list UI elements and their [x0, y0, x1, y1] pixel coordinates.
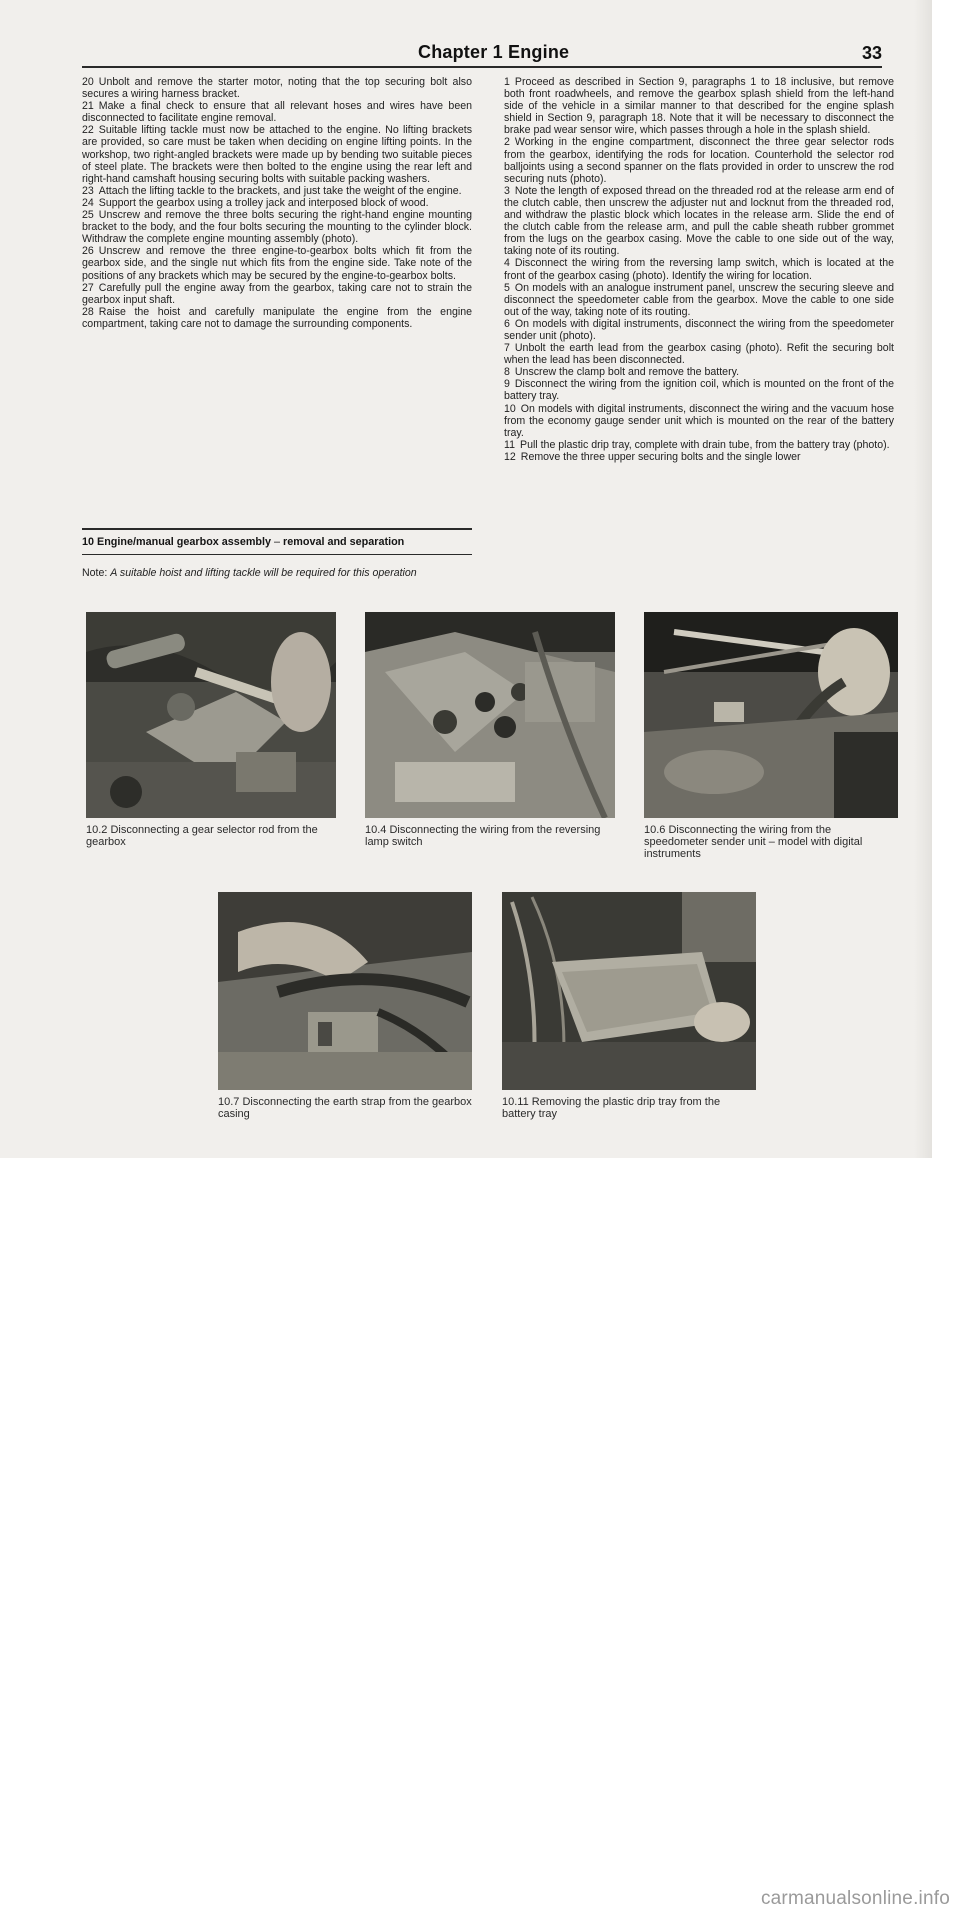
- paragraph-25: 25 Unscrew and remove the three bolts securing the right-hand engine mounting bracket to the body, and the four bolts securing the mounting to the cylinder block. Withdraw the complete engine mounting assembly (photo).: [82, 209, 472, 246]
- paragraph-3: 3 Note the length of exposed thread on the threaded rod at the release arm end of the clutch cable, then unscrew the adjuster nut and locknut from the threaded rod, and withdraw the plastic block which locates in the release arm. Slide the end of the clutch cable from the release arm, and pull the cable sheath rubber grommet from the lugs on the gearbox casing. Move the cable to one side out of the way, taking note of its routing.: [504, 184, 894, 258]
- paragraph-28: 28 Raise the hoist and carefully manipulate the engine from the engine compartment, taking care not to damage the surrounding components.: [82, 305, 472, 330]
- page-header: [82, 36, 882, 66]
- paragraph-9: 9 Disconnect the wiring from the ignition coil, which is mounted on the front of the battery tray.: [504, 378, 894, 403]
- photo-10-7: [218, 892, 472, 1090]
- page-number: 33: [861, 43, 882, 63]
- caption-10-4: 10.4 Disconnecting the wiring from the reversing lamp switch: [365, 824, 601, 848]
- paragraph-26: 26 Unscrew and remove the three engine-to-gearbox bolts which fit from the gearbox side, and the single nut which fits from the engine side. Take note of the positions of any brackets which may be secured by the engine-to-gearbox bolts.: [82, 245, 472, 282]
- paragraph-24: 24 Support the gearbox using a trolley jack and interposed block of wood.: [82, 196, 429, 209]
- paragraph-22: 22 Suitable lifting tackle must now be attached to the engine. No lifting brackets are provided, so care must be taken when deciding on engine lifting points. In the workshop, two right-angled brackets were made up by bending two suitable pieces of steel plate. The brackets were then bolted to the engine using the rear left and right-hand camshaft housing securing bolts with suitable packing washers.: [82, 124, 472, 185]
- paragraph-10: 10 On models with digital instruments, disconnect the wiring and the vacuum hose from the economy gauge sender unit which is mounted on the rear of the battery tray.: [504, 402, 894, 439]
- paragraph-4: 4 Disconnect the wiring from the reversing lamp switch, which is located at the front of the gearbox casing (photo). Identify the wiring for location.: [504, 257, 894, 282]
- paragraph-12: 12 Remove the three upper securing bolts and the single lower: [504, 450, 801, 463]
- photo-10-11: [502, 892, 756, 1090]
- paragraph-27: 27 Carefully pull the engine away from the gearbox, taking care not to strain the gearbox input shaft.: [82, 281, 472, 306]
- paragraph-1: 1 Proceed as described in Section 9, paragraphs 1 to 18 inclusive, but remove both front roadwheels, and remove the gearbox splash shield from the left-hand side of the vehicle in a similar manner to that described for the engine splash shield in Section 9, paragraph 18. Note that it will be necessary to disconnect the brake pad wear sensor wire, which passes through a hole in the splash shield.: [504, 76, 894, 137]
- section-10-heading-block: [82, 528, 472, 579]
- watermark: carmanualsonline.info: [760, 1888, 950, 1909]
- right-column: [504, 76, 894, 463]
- caption-10-11: 10.11 Removing the plastic drip tray from the battery tray: [502, 1096, 721, 1120]
- section-rule-top: [82, 528, 472, 530]
- paragraph-23: 23 Attach the lifting tackle to the brackets, and just take the weight of the engine.: [82, 184, 462, 197]
- photo-10-6: [644, 612, 898, 818]
- header-rule: [82, 66, 882, 68]
- paragraph-7: 7 Unbolt the earth lead from the gearbox casing (photo). Refit the securing bolt when the lead has been disconnected.: [504, 342, 894, 367]
- paragraph-2: 2 Working in the engine compartment, disconnect the three gear selector rods from the gearbox, identifying the rods for location. Counterhold the selector rod balljoints using a second spanner on the flats provided in order to unscrew the rod securing nuts (photo).: [504, 136, 894, 185]
- section-heading: 10 Engine/manual gearbox assembly – removal and separation: [82, 536, 405, 548]
- caption-10-7: 10.7 Disconnecting the earth strap from the gearbox casing: [218, 1096, 472, 1120]
- paragraph-20: 20 Unbolt and remove the starter motor, noting that the top securing bolt also secures a wiring harness bracket.: [82, 76, 472, 101]
- paragraph-8: 8 Unscrew the clamp bolt and remove the battery.: [504, 366, 740, 379]
- photo-10-4: [365, 612, 615, 818]
- paragraph-21: 21 Make a final check to ensure that all relevant hoses and wires have been disconnected to facilitate engine removal.: [82, 100, 472, 125]
- caption-10-6: 10.6 Disconnecting the wiring from the speedometer sender unit – model with digital instruments: [644, 824, 863, 860]
- paragraph-6: 6 On models with digital instruments, disconnect the wiring from the speedometer sender unit (photo).: [504, 317, 894, 342]
- section-rule-bottom: [82, 554, 472, 555]
- photo-10-2: [86, 612, 336, 818]
- paragraph-11: 11 Pull the plastic drip tray, complete with drain tube, from the battery tray (photo).: [504, 438, 890, 451]
- paragraph-5: 5 On models with an analogue instrument panel, unscrew the securing sleeve and disconnect the speedometer cable from the gearbox. Move the cable to one side out of the way, taking note of its routing.: [504, 281, 894, 318]
- caption-10-2: 10.2 Disconnecting a gear selector rod from the gearbox: [86, 824, 318, 848]
- section-note: Note: A suitable hoist and lifting tackle will be required for this operation: [82, 567, 417, 579]
- chapter-title: Chapter 1 Engine: [418, 42, 570, 62]
- left-column: [82, 76, 472, 330]
